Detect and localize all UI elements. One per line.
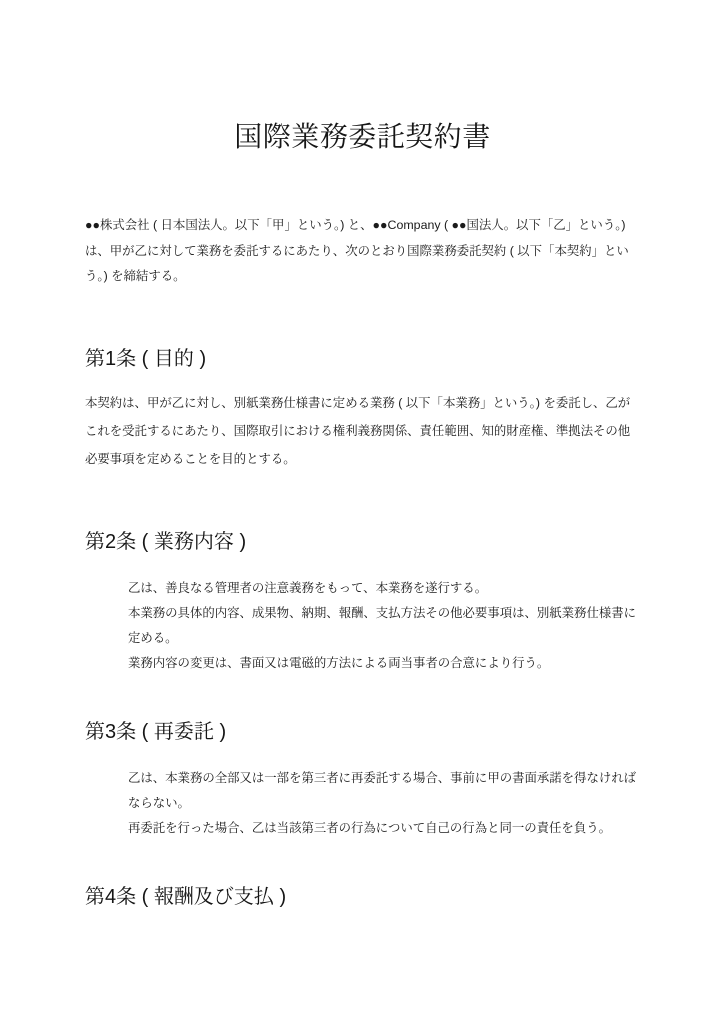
- article-2-clause-2: 本業務の具体的内容、成果物、納期、報酬、支払方法その他必要事項は、別紙業務仕様書に定める。: [128, 605, 637, 645]
- article-2-clause-1: 乙は、善良なる管理者の注意義務をもって、本業務を遂行する。: [128, 580, 488, 595]
- article-1-heading: 第1条 ( 目的 ): [85, 347, 207, 370]
- article-1-body: 本契約は、甲が乙に対し、別紙業務仕様書に定める業務 ( 以下「本業務」という。) を委託し、乙がこれを受託するにあたり、国際取引における権利義務関係、責任範囲、知的財産権、準拠法その他必要事項を定めることを目的とする。: [85, 395, 631, 466]
- article-2-clauses: [128, 576, 640, 676]
- document-title: 国際業務委託契約書: [234, 121, 491, 152]
- article-3-clause-1: 乙は、本業務の全部又は一部を第三者に再委託する場合、事前に甲の書面承諾を得なければならない。: [128, 770, 637, 810]
- article-3-clause-2: 再委託を行った場合、乙は当該第三者の行為について自己の行為と同一の責任を負う。: [128, 820, 611, 835]
- section-article-3: [85, 719, 640, 841]
- section-article-2: [85, 529, 640, 676]
- article-2-heading: 第2条 ( 業務内容 ): [85, 530, 247, 553]
- article-2-clause-3: 業務内容の変更は、書面又は電磁的方法による両当事者の合意により行う。: [128, 655, 550, 670]
- article-4-heading: 第4条 ( 報酬及び支払 ): [85, 885, 287, 908]
- preamble-paragraph: ●●株式会社 ( 日本国法人。以下「甲」という。) と、●●Company ( ●●国法人。以下「乙」という。) は、甲が乙に対して業務を委託するにあたり、次のとおり国際業務委託契約 ( 以下「本契約」という。) を締結する。: [85, 218, 629, 283]
- section-article-1: [85, 346, 640, 473]
- article-3-heading: 第3条 ( 再委託 ): [85, 720, 227, 743]
- section-article-4: [85, 884, 640, 910]
- article-3-clauses: [128, 766, 640, 841]
